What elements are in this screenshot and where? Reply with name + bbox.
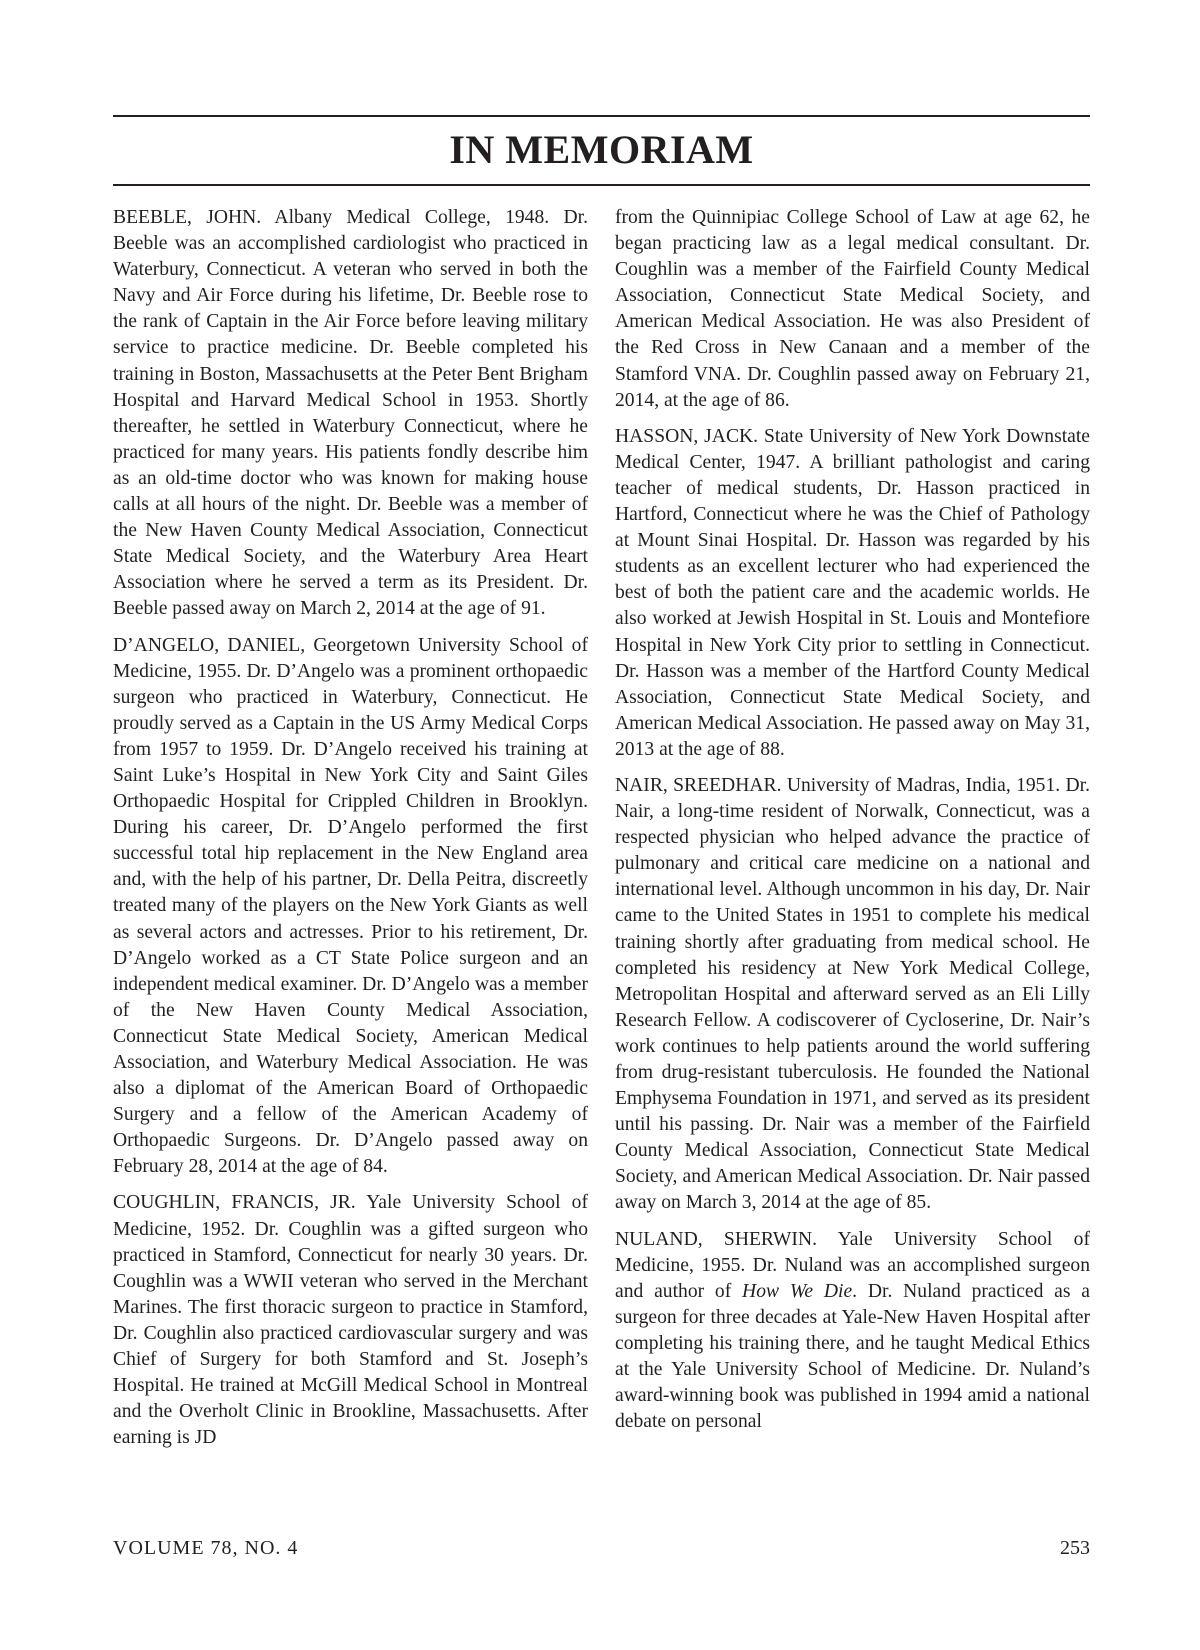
- obituary-text: University of Madras, India, 1951. Dr. Nair, a long-time resident of Norwalk, Connecticut, was a respected physician who helped advance the practice of pulmonary and critical care medicine on a national and international level. Although uncommon in his day, Dr. Nair came to the United States in 1951 to complete his medical training shortly after graduating from medical school. He completed his residency at New York Medical College, Metropolitan Hospital and afterward served as an Eli Lilly Research Fellow. A codiscoverer of Cycloserine, Dr. Nair’s work continues to help patients around the world suffering from drug-resistant tuberculosis. He founded the National Emphysema Foundation in 1971, and served as its president until his passing. Dr. Nair was a member of the Fairfield County Medical Association, Connecticut State Medical Society, and American Medical Association. Dr. Nair passed away on March 3, 2014 at the age of 85.: [615, 774, 1091, 1214]
- top-rule: [113, 115, 1090, 117]
- obituary-text: Yale University School of Medicine, 1952. Dr. Coughlin was a gifted surgeon who practiced in Stamford, Connecticut for nearly 30 years. Dr. Coughlin was a WWII veteran who served in the Merchant Marines. The first thoracic surgeon to practice in Stamford, Dr. Coughlin also practiced cardiovascular surgery and was Chief of Surgery for both Stamford and St. Joseph’s Hospital. He trained at McGill Medical School in Montreal and the Overholt Clinic in Brookline, Massachusetts. After earning is JD: [113, 1192, 588, 1449]
- obituary-name: NAIR, SREEDHAR.: [615, 774, 782, 796]
- obituary-nair: [615, 773, 1090, 1217]
- right-column: [615, 205, 1090, 1445]
- book-title: How We Die: [742, 1280, 853, 1302]
- obituary-nuland: [615, 1227, 1090, 1436]
- page-title: IN MEMORIAM: [449, 127, 754, 172]
- obituary-dangelo: [113, 633, 588, 1181]
- obituary-text: Georgetown University School of Medicine, 1955. Dr. D’Angelo was a prominent orthopaedic surgeon who practiced in Waterbury, Connecticut. He proudly served as a Captain in the US Army Medical Corps from 1957 to 1959. Dr. D’Angelo received his training at Saint Luke’s Hospital in New York City and Saint Giles Orthopaedic Hospital for Crippled Children in Brooklyn. During his career, Dr. D’Angelo performed the first successful total hip replacement in the New England area and, with the help of his partner, Dr. Della Peitra, discreetly treated many of the players on the New York Giants as well as several actors and actresses. Prior to his retirement, Dr. D’Angelo worked as a CT State Police surgeon and an independent medical examiner. Dr. D’Angelo was a member of the New Haven County Medical Association, Connecticut State Medical Society, American Medical Association, and Waterbury Medical Association. He was also a diplomat of the American Board of Orthopaedic Surgery and a fellow of the American Academy of Orthopaedic Surgeons. Dr. D’Angelo passed away on February 28, 2014 at the age of 84.: [113, 634, 589, 1178]
- obituary-hasson: [615, 424, 1090, 763]
- obituary-text: State University of New York Downstate Medical Center, 1947. A brilliant pathologist and caring teacher of medical students, Dr. Hasson practiced in Hartford, Connecticut where he was the Chief of Pathology at Mount Sinai Hospital. Dr. Hasson was regarded by his students as an excellent lecturer who had experienced the best of both the patient care and the academic worlds. He also worked at Jewish Hospital in St. Louis and Montefiore Hospital in New York City prior to settling in Connecticut. Dr. Hasson was a member of the Hartford County Medical Association, Connecticut State Medical Society, and American Medical Association. He passed away on May 31, 2013 at the age of 88.: [615, 425, 1090, 760]
- obituary-name: D’ANGELO, DANIEL,: [113, 634, 306, 656]
- obituary-name: BEEBLE, JOHN.: [113, 207, 262, 228]
- obituary-text: Yale University School of Medicine, 1955. Dr. Nuland was an accomplished surgeon and author of: [615, 1228, 1090, 1302]
- obituary-coughlin: [113, 1190, 588, 1451]
- obituary-name: HASSON, JACK.: [615, 425, 759, 447]
- obituary-coughlin-continued: [615, 205, 1090, 414]
- title-rule: [113, 184, 1090, 186]
- obituary-text: . Dr. Nuland practiced as a surgeon for three decades at Yale-New Haven Hospital after completing his training there, and he taught Medical Ethics at the Yale University School of Medicine. Dr. Nuland’s award-winning book was published in 1994 amid a national debate on personal: [615, 1280, 1090, 1433]
- obituary-text: from the Quinnipiac College School of Law at age 62, he began practicing law as a legal medical consultant. Dr. Coughlin was a member of the Fairfield County Medical Association, Connecticut State Medical Society, and American Medical Association. He was also President of the Red Cross in New Canaan and a member of the Stamford VNA. Dr. Coughlin passed away on February 21, 2014, at the age of 86.: [615, 207, 1090, 411]
- obituary-name: NULAND, SHERWIN.: [615, 1228, 817, 1250]
- obituary-text: Albany Medical College, 1948. Dr. Beeble was an accomplished cardiologist who practiced in Waterbury, Connecticut. A veteran who served in both the Navy and Air Force during his lifetime, Dr. Beeble rose to the rank of Captain in the Air Force before leaving military service to practice medicine. Dr. Beeble completed his training in Boston, Massachusetts at the Peter Bent Brigham Hospital and Harvard Medical School in 1953. Shortly thereafter, he settled in Waterbury Connecticut, where he practiced for many years. His patients fondly describe him as an old-time doctor who was known for making house calls at all hours of the night. Dr. Beeble was a member of the New Haven County Medical Association, Connecticut State Medical Society, and the Waterbury Area Heart Association where he served a term as its President. Dr. Beeble passed away on March 2, 2014 at the age of 91.: [113, 207, 588, 620]
- left-column: [113, 205, 588, 1461]
- obituary-beeble: [113, 205, 588, 623]
- obituary-name: COUGHLIN, FRANCIS, JR.: [113, 1192, 356, 1214]
- footer-volume: VOLUME 78, NO. 4: [113, 1537, 299, 1559]
- page-number: 253: [1060, 1537, 1090, 1559]
